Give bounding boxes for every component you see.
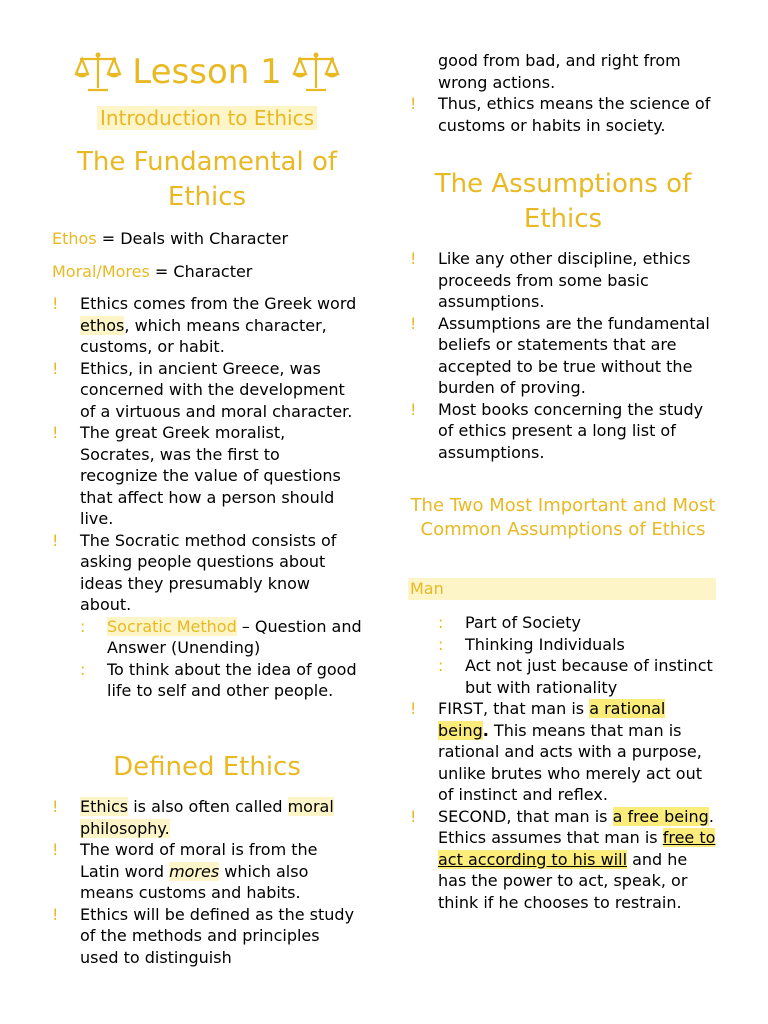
- bullet-item: [410, 93, 720, 136]
- bullet-icon: !: [52, 294, 59, 313]
- sub-bullet-item: [410, 612, 720, 634]
- emphasized-term: mores: [169, 861, 220, 881]
- heading-two-assumptions: The Two Most Important and Most Common Assumptions of Ethics: [410, 495, 716, 540]
- bullet-text: Assumptions are the fundamental beliefs or statements that are accepted to be true without the burden of proving.: [438, 313, 710, 397]
- bullet-text: . Ethics assumes that man is: [438, 806, 714, 847]
- bullet-icon: !: [410, 249, 417, 268]
- bullet-text: The Socratic method consists of asking people questions about ideas they presumably know about.: [80, 530, 337, 614]
- heading-assumptions: [408, 167, 718, 237]
- definition-term: Ethos: [52, 229, 97, 248]
- bullet-text: SECOND, that man is: [438, 806, 613, 826]
- bullet-icon: !: [410, 806, 417, 826]
- highlighted-term: Socratic Method: [107, 616, 237, 636]
- sub-bullet-icon: :: [438, 656, 444, 675]
- sub-bullet-icon: :: [438, 613, 444, 632]
- man-sub-bullets: [410, 612, 720, 913]
- bullet-item: [52, 358, 362, 423]
- definition-text: = Character: [149, 262, 253, 281]
- man-label: Man: [410, 579, 444, 598]
- heading-line: Ethics: [167, 182, 247, 212]
- bullet-item: [410, 806, 720, 914]
- bullet-text: This means that man is rational and acts with a purpose, unlike brutes who merely act out of instinct and reflex.: [438, 720, 702, 804]
- heading-line: The Assumptions of: [434, 169, 692, 199]
- bullet-icon: !: [410, 94, 417, 113]
- sub-bullet-item: [410, 655, 720, 698]
- assumptions-bullets: [410, 248, 720, 463]
- bullet-item: [410, 399, 720, 464]
- sub-bullet-item: [52, 616, 362, 659]
- bullet-item: [52, 422, 362, 530]
- bullet-text: FIRST, that man is: [438, 699, 590, 718]
- bullet-item: [52, 839, 362, 904]
- bullet-text: Most books concerning the study of ethics present a long list of assumptions.: [438, 399, 704, 462]
- bullet-icon: !: [52, 840, 59, 859]
- bullet-icon: !: [52, 423, 59, 442]
- scales-icon: [292, 50, 340, 94]
- definition-mores: [52, 261, 362, 283]
- bullet-icon: !: [52, 797, 59, 816]
- bullet-text: Thinking Individuals: [465, 634, 625, 654]
- bullet-text: To think about the idea of good life to self and other people.: [107, 659, 357, 700]
- scales-icon: [74, 50, 122, 94]
- bullet-item: [410, 248, 720, 313]
- bullet-text: Act not just because of instinct but with rationality: [465, 656, 713, 697]
- heading-fundamental: [52, 145, 362, 215]
- highlighted-term: Ethics: [80, 797, 129, 816]
- bullet-text: Ethics, in ancient Greece, was concerned with the development of a virtuous and moral character.: [80, 358, 353, 421]
- highlighted-term: ethos: [80, 315, 125, 335]
- man-label-bar: [408, 578, 716, 600]
- bullet-icon: !: [410, 313, 417, 333]
- bullet-item: [52, 293, 362, 358]
- bullet-item: [52, 904, 362, 969]
- heading-line: Ethics: [523, 204, 603, 234]
- highlighted-underlined-term: free to act according to his will: [438, 828, 716, 869]
- bullet-item: [410, 698, 720, 806]
- heading-line: The Fundamental of: [76, 147, 338, 177]
- lesson-title: [52, 48, 362, 96]
- definition-term: Moral/Mores: [52, 262, 150, 281]
- highlighted-term: moral philosophy.: [80, 797, 334, 838]
- bullet-item: [410, 313, 720, 399]
- bullet-text: Part of Society: [465, 613, 581, 632]
- bullet-text: is also often called: [128, 797, 288, 816]
- bullet-icon: !: [52, 530, 59, 550]
- bullet-icon: !: [410, 699, 417, 718]
- bullet-text: Ethics will be defined as the study of the methods and principles used to distinguish: [80, 904, 355, 967]
- bullet-text: The word of moral is from the Latin word: [80, 840, 318, 881]
- bullet-text: Thus, ethics means the science of customs or habits in society.: [438, 94, 711, 135]
- bullet-item: [52, 796, 362, 839]
- sub-bullet-icon: :: [80, 616, 86, 636]
- sub-bullet-item: [410, 634, 720, 656]
- bullet-continuation: [410, 50, 720, 93]
- bullet-text: which also means customs and habits.: [80, 861, 309, 902]
- subtitle: Introduction to Ethics: [97, 106, 317, 130]
- title-text: Lesson 1: [132, 52, 282, 92]
- bullet-text: Like any other discipline, ethics proceeds from some basic assumptions.: [438, 249, 691, 311]
- highlighted-term: a free being: [612, 806, 709, 826]
- sub-bullet-item: [52, 659, 362, 702]
- continued-bullets: [410, 50, 720, 136]
- bullet-icon: !: [52, 358, 59, 378]
- definition-ethos: [52, 228, 362, 250]
- subtitle-container: [52, 106, 362, 130]
- bullet-text: – Question and Answer (Unending): [107, 616, 362, 657]
- bold-text: .: [482, 720, 489, 740]
- sub-bullet-icon: :: [438, 634, 444, 654]
- bullet-text: Ethics comes from the Greek word: [80, 294, 357, 313]
- bullet-icon: !: [410, 399, 417, 419]
- bullet-text: good from bad, and right from wrong actions.: [438, 51, 681, 92]
- bullet-text: , which means character, customs, or habit.: [80, 315, 327, 356]
- bullet-icon: !: [52, 904, 59, 924]
- highlighted-term: a rational being: [438, 699, 666, 740]
- fundamental-bullets: [52, 293, 362, 702]
- bullet-text: and he has the power to act, speak, or think if he chooses to restrain.: [438, 849, 688, 912]
- bullet-text: The great Greek moralist, Socrates, was the first to recognize the value of questions that affect how a person should live.: [80, 423, 341, 528]
- definition-text: = Deals with Character: [96, 229, 289, 248]
- sub-bullet-icon: :: [80, 659, 86, 679]
- defined-bullets: [52, 796, 362, 968]
- heading-defined: Defined Ethics: [113, 752, 301, 782]
- bullet-item: [52, 530, 362, 616]
